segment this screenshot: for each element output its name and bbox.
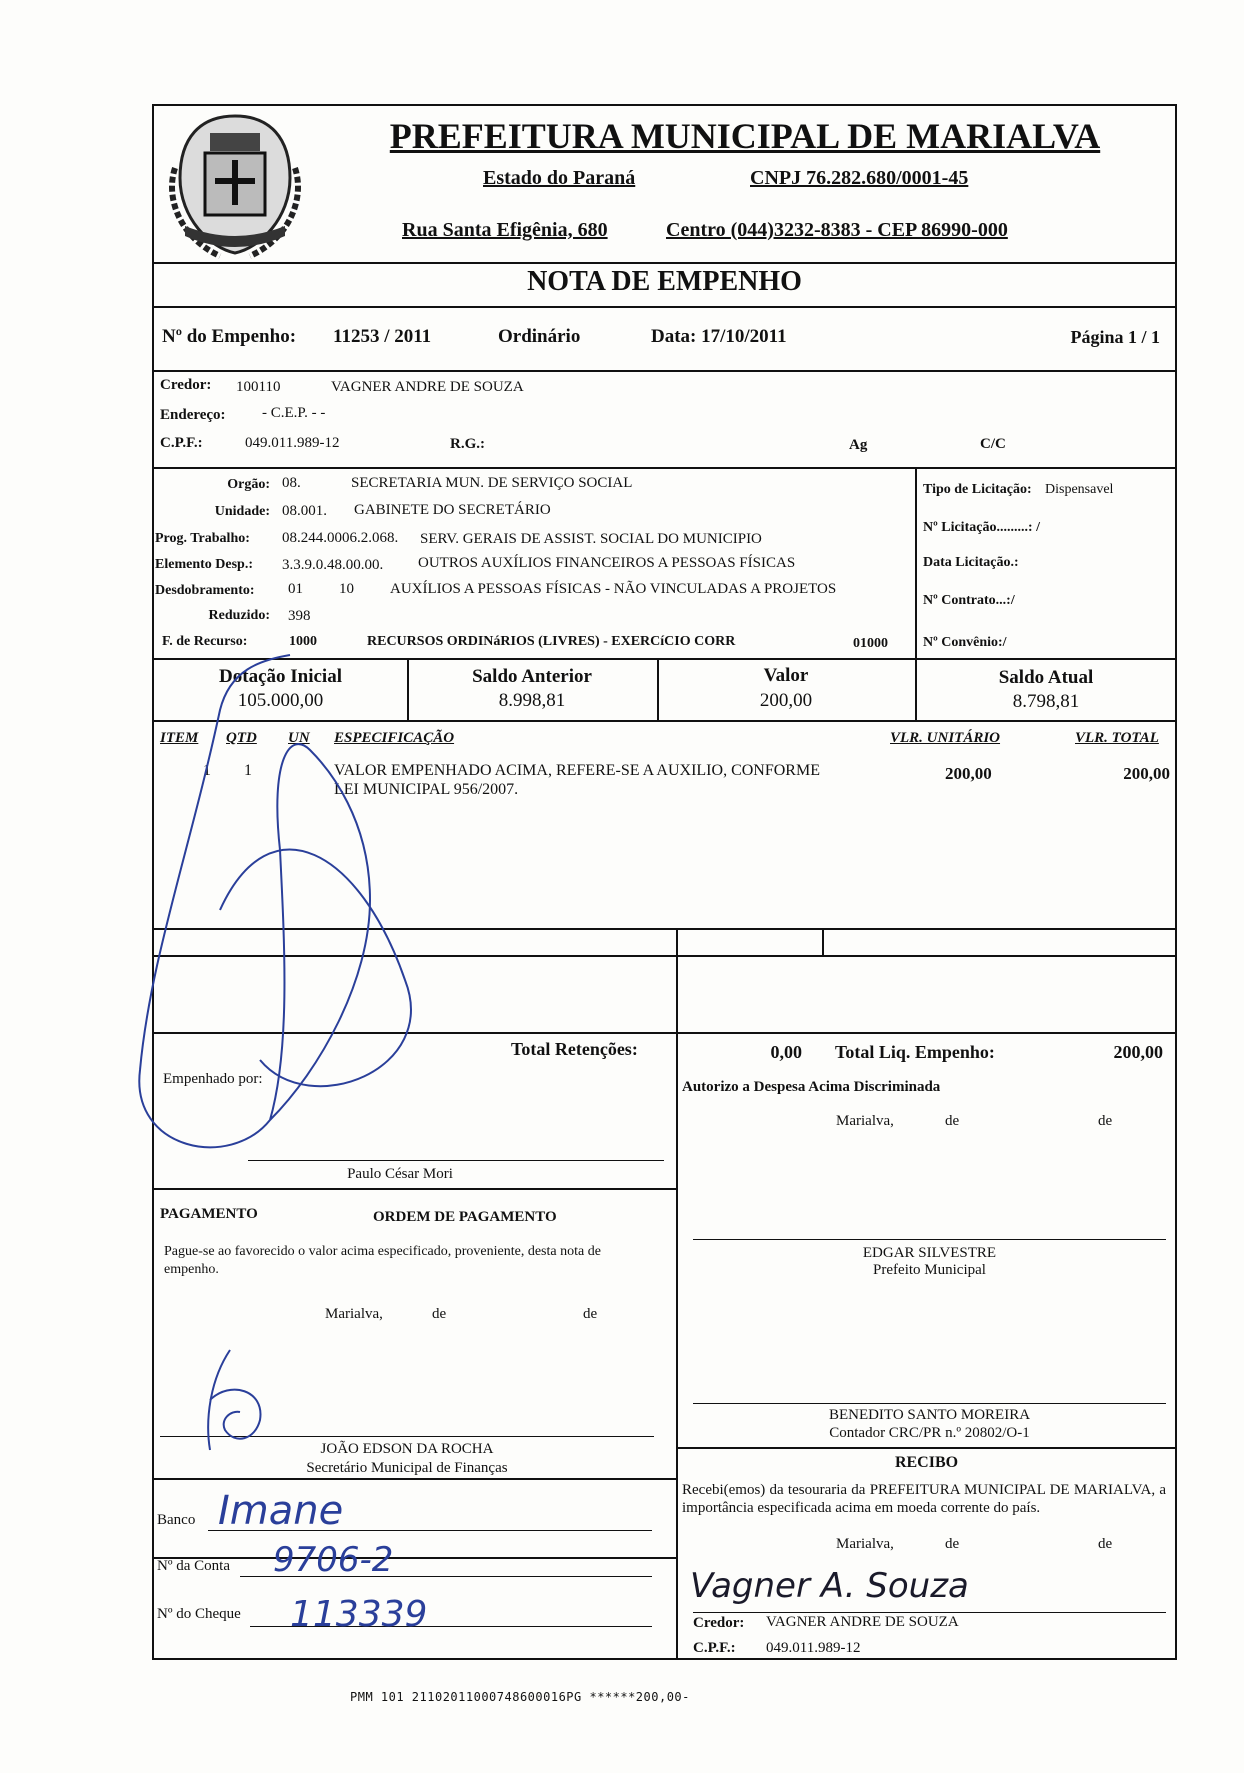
col-especificacao: ESPECIFICAÇÃO [334, 730, 455, 746]
item-desc-line1: VALOR EMPENHADO ACIMA, REFERE-SE A AUXILIO, CONFORME [334, 762, 820, 779]
cpf-value: 049.011.989-12 [245, 435, 340, 451]
recurso-code2: 01000 [853, 636, 888, 651]
desdob-desc: AUXÍLIOS A PESSOAS FÍSICAS - NÃO VINCULADAS A PROJETOS [390, 581, 837, 597]
address-label: Endereço: [160, 407, 226, 423]
empenhado-name: Paulo César Mori [347, 1166, 453, 1182]
empenhado-label: Empenhado por: [163, 1071, 263, 1087]
page-number: Página 1 / 1 [1070, 327, 1160, 347]
pen-scribble [110, 650, 470, 1170]
pagamento-de2: de [583, 1306, 598, 1322]
reduzido-value: 398 [288, 608, 311, 624]
col-qtd: QTD [226, 730, 257, 746]
elemento-desc: OUTROS AUXÍLIOS FINANCEIROS A PESSOAS FÍSICAS [418, 555, 796, 571]
recibo-cpf-value: 049.011.989-12 [766, 1640, 861, 1656]
cpf-label: C.P.F.: [160, 435, 203, 451]
dotacao-label: Dotação Inicial [219, 666, 342, 687]
numero-convenio: Nº Convênio:/ [923, 635, 1007, 650]
pagamento-de1: de [432, 1306, 447, 1322]
autorizo-label: Autorizo a Despesa Acima Discriminada [682, 1079, 941, 1095]
document-title: NOTA DE EMPENHO [527, 266, 802, 297]
saldo-atual-value: 8.798,81 [1012, 691, 1080, 712]
orgao-label: Orgão: [227, 477, 270, 492]
recurso-label: F. de Recurso: [162, 634, 248, 649]
recibo-place: Marialva, [836, 1536, 894, 1552]
saldo-atual-label: Saldo Atual [998, 667, 1094, 688]
secretario-signature [190, 1340, 280, 1460]
contador-name: BENEDITO SANTO MOREIRA [828, 1407, 1031, 1423]
pagamento-label: PAGAMENTO [160, 1206, 258, 1222]
unidade-label: Unidade: [214, 504, 270, 519]
item-number: 1 [203, 762, 211, 779]
credor-code: 100110 [236, 379, 281, 395]
municipality-title: PREFEITURA MUNICIPAL DE MARIALVA [389, 116, 1101, 156]
prog-code: 08.244.0006.2.068. [282, 530, 399, 546]
numero-contrato: Nº Contrato...:/ [923, 593, 1015, 608]
recurso-desc: RECURSOS ORDINáRIOS (LIVRES) - EXERCíCIO CORR [367, 634, 736, 649]
desdob-label: Desdobramento: [155, 583, 255, 598]
prog-label: Prog. Trabalho: [155, 531, 250, 546]
recibo-de1: de [945, 1536, 960, 1552]
credor-label: Credor: [160, 377, 212, 393]
ag-label: Ag [849, 437, 868, 453]
recibo-cpf-label: C.P.F.: [693, 1640, 736, 1656]
banco-label: Banco [157, 1512, 196, 1528]
item-qtd: 1 [244, 762, 252, 779]
empenho-number: 11253 / 2011 [333, 326, 432, 347]
retencoes-label: Total Retenções: [511, 1039, 638, 1059]
recibo-title: RECIBO [894, 1454, 959, 1471]
col-un: UN [288, 730, 310, 746]
recibo-credor-label: Credor: [693, 1615, 745, 1631]
tipo-licitacao-label: Tipo de Licitação: [923, 482, 1032, 497]
prefeito-role: Prefeito Municipal [873, 1262, 986, 1278]
credor-name: VAGNER ANDRE DE SOUZA [331, 379, 524, 395]
prefeito-name: EDGAR SILVESTRE [862, 1245, 997, 1261]
dotacao-value: 105.000,00 [237, 690, 324, 711]
empenho-type: Ordinário [498, 326, 581, 347]
col-vlr-unitario: VLR. UNITÁRIO [890, 730, 1001, 746]
autorizo-de2: de [1098, 1113, 1113, 1129]
reduzido-label: Reduzido: [208, 608, 270, 623]
item-desc-line2: LEI MUNICIPAL 956/2007. [334, 781, 519, 798]
cheque-label: Nº do Cheque [157, 1606, 241, 1622]
recibo-credor-name: VAGNER ANDRE DE SOUZA [766, 1614, 959, 1630]
col-item: ITEM [160, 730, 199, 746]
valor-value: 200,00 [759, 690, 813, 711]
empenho-label: Nº do Empenho: [162, 326, 297, 347]
address-value: - C.E.P. - - [262, 405, 326, 421]
autorizo-de1: de [945, 1113, 960, 1129]
recibo-text: Recebi(emos) da tesouraria da PREFEITURA MUNICIPAL DE MARIALVA, a importância especificada acima em moeda corrente do país. [682, 1482, 1166, 1516]
pagamento-place: Marialva, [325, 1306, 383, 1322]
address: Rua Santa Efigênia, 680 [402, 219, 608, 241]
orgao-desc: SECRETARIA MUN. DE SERVIÇO SOCIAL [351, 475, 633, 491]
unidade-code: 08.001. [282, 503, 327, 519]
address-rest: Centro (044)3232-8383 - CEP 86990-000 [666, 219, 1008, 241]
cnpj: CNPJ 76.282.680/0001-45 [750, 167, 969, 189]
item-total-value: 200,00 [1123, 764, 1170, 783]
item-unit-value: 200,00 [945, 764, 992, 783]
conta-handwritten: 9706-2 [273, 1540, 394, 1580]
saldo-anterior-value: 8.998,81 [498, 690, 566, 711]
recurso-code: 1000 [289, 634, 317, 649]
valor-label: Valor [763, 665, 809, 686]
total-liquido-label: Total Liq. Empenho: [835, 1042, 995, 1062]
rg-label: R.G.: [450, 436, 485, 452]
desdob-code2: 10 [339, 581, 354, 597]
secretario-role: Secretário Municipal de Finanças [306, 1460, 508, 1476]
cheque-handwritten: 113339 [290, 1594, 428, 1635]
secretario-name: JOÃO EDSON DA ROCHA [320, 1441, 494, 1457]
footer-code: PMM 101 21102011000748600016PG ******200,00- [350, 1690, 690, 1704]
retencoes-value: 0,00 [770, 1042, 802, 1062]
elemento-label: Elemento Desp.: [155, 557, 253, 572]
conta-label: Nº da Conta [157, 1558, 230, 1574]
cc-label: C/C [980, 436, 1006, 452]
autorizo-place: Marialva, [836, 1113, 894, 1129]
state-name: Estado do Paraná [483, 167, 636, 189]
saldo-anterior-label: Saldo Anterior [472, 666, 592, 687]
orgao-code: 08. [282, 475, 301, 491]
col-vlr-total: VLR. TOTAL [1075, 730, 1159, 746]
prog-desc: SERV. GERAIS DE ASSIST. SOCIAL DO MUNICIPIO [420, 531, 762, 547]
tipo-licitacao-value: Dispensavel [1045, 482, 1114, 497]
desdob-code1: 01 [288, 581, 303, 597]
unidade-desc: GABINETE DO SECRETÁRIO [354, 502, 551, 518]
elemento-code: 3.3.9.0.48.00.00. [282, 557, 384, 573]
credor-signature: Vagner A. Souza [690, 1566, 969, 1606]
empenho-date: Data: 17/10/2011 [651, 326, 787, 347]
total-liquido-value: 200,00 [1113, 1042, 1163, 1062]
banco-handwritten: Imane [218, 1488, 344, 1534]
recibo-de2: de [1098, 1536, 1113, 1552]
contador-role: Contador CRC/PR n.º 20802/O-1 [829, 1425, 1030, 1441]
ordem-pagamento-label: ORDEM DE PAGAMENTO [373, 1209, 557, 1225]
data-licitacao: Data Licitação.: [923, 555, 1019, 570]
pagamento-text: Pague-se ao favorecido o valor acima especificado, proveniente, desta nota de empenho. [164, 1244, 601, 1277]
numero-licitacao: Nº Licitação.........: / [923, 520, 1040, 535]
